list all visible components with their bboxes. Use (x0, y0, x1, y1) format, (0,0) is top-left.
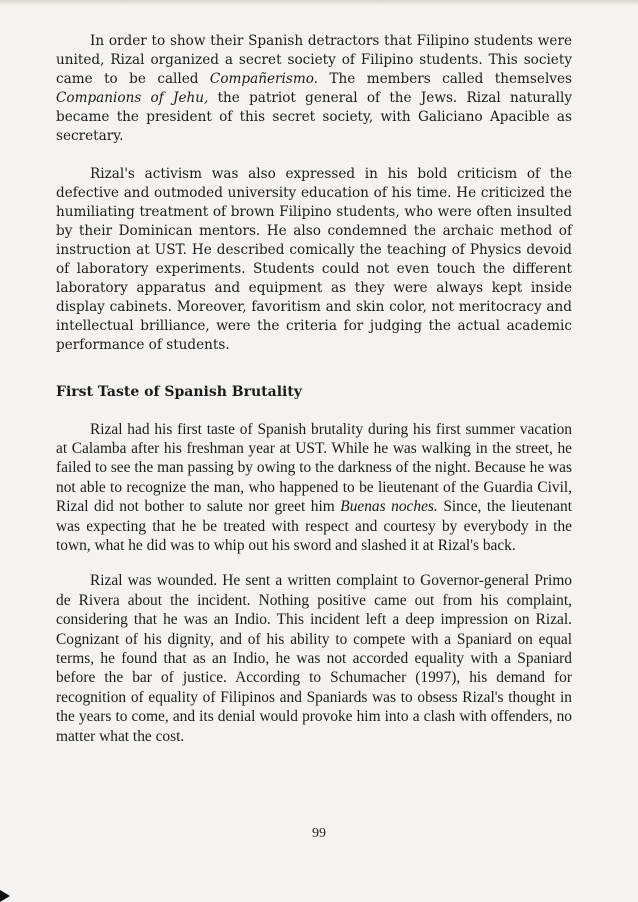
text-segment: Rizal had his first taste of Spanish brutality during his first summer vacation at Calamba after his freshman year at UST. While he was walking in the street, he failed to see the man passing by owing to the darkness of the night. Because he was not able to recognize the man, who happened to be lieutenant of the Guardia Civil, Rizal did not bother to salute nor greet him (56, 420, 572, 516)
paragraph-first-taste (56, 420, 572, 556)
page-top-edge (0, 0, 638, 6)
text-segment: Rizal was wounded. He sent a written complaint to Governor-general Primo de Rivera about the incident. Nothing positive came out from his complaint, considering that he was an Indio. This incident left a deep impression on Rizal. Cognizant of his dignity, and of his ability to compete with a Spaniard on equal terms, he found that as an Indio, he was not accorded equality with a Spaniard before the bar of justice. According to Schumacher (1997), his demand for recognition of equality of Filipinos and Spaniards was to obsess Rizal's thought in the years to come, and its denial would provoke him into a clash with offenders, no matter what the cost. (56, 572, 572, 745)
text-segment: Rizal's activism was also expressed in his bold criticism of the defective and outmoded university education of his time. He criticized the humiliating treatment of brown Filipino students, who were often insulted by their Dominican mentors. He also condemned the archaic method of instruction at UST. He described comically the teaching of Physics devoid of laboratory experiments. Students could not even touch the different laboratory apparatus and equipment as they were always kept inside display cabinets. Moreover, favoritism and skin color, not meritocracy and intellectual brilliance, were the criteria for judging the actual academic performance of students. (56, 165, 572, 354)
text-segment: In order to show their Spanish detractors that Filipino students were united, Rizal organized a secret society of Filipino students. This society came to be called (56, 33, 572, 88)
italic-text-segment: Buenas noches. (340, 498, 438, 516)
paragraph-companerismo (56, 32, 572, 147)
italic-text-segment: Companions of Jehu, (56, 90, 209, 107)
italic-text-segment: Compañerismo. (209, 71, 318, 88)
page-number: 99 (312, 826, 326, 841)
page-corner-mark (0, 890, 10, 902)
paragraph-wounded (56, 571, 572, 746)
text-segment: The members called themselves (317, 71, 572, 88)
paragraph-activism (56, 165, 572, 356)
text-segment: the patriot general of the Jews. Rizal naturally became the president of this secret society, with Galiciano Apacible as secretary. (56, 90, 573, 145)
text-segment: Since, the lieutenant was expecting that he be treated with respect and courtesy by everybody in the town, what he did was to whip out his sword and slashed it at Rizal's back. (56, 498, 572, 554)
section-heading: First Taste of Spanish Brutality (56, 383, 302, 400)
book-page (56, 32, 572, 746)
